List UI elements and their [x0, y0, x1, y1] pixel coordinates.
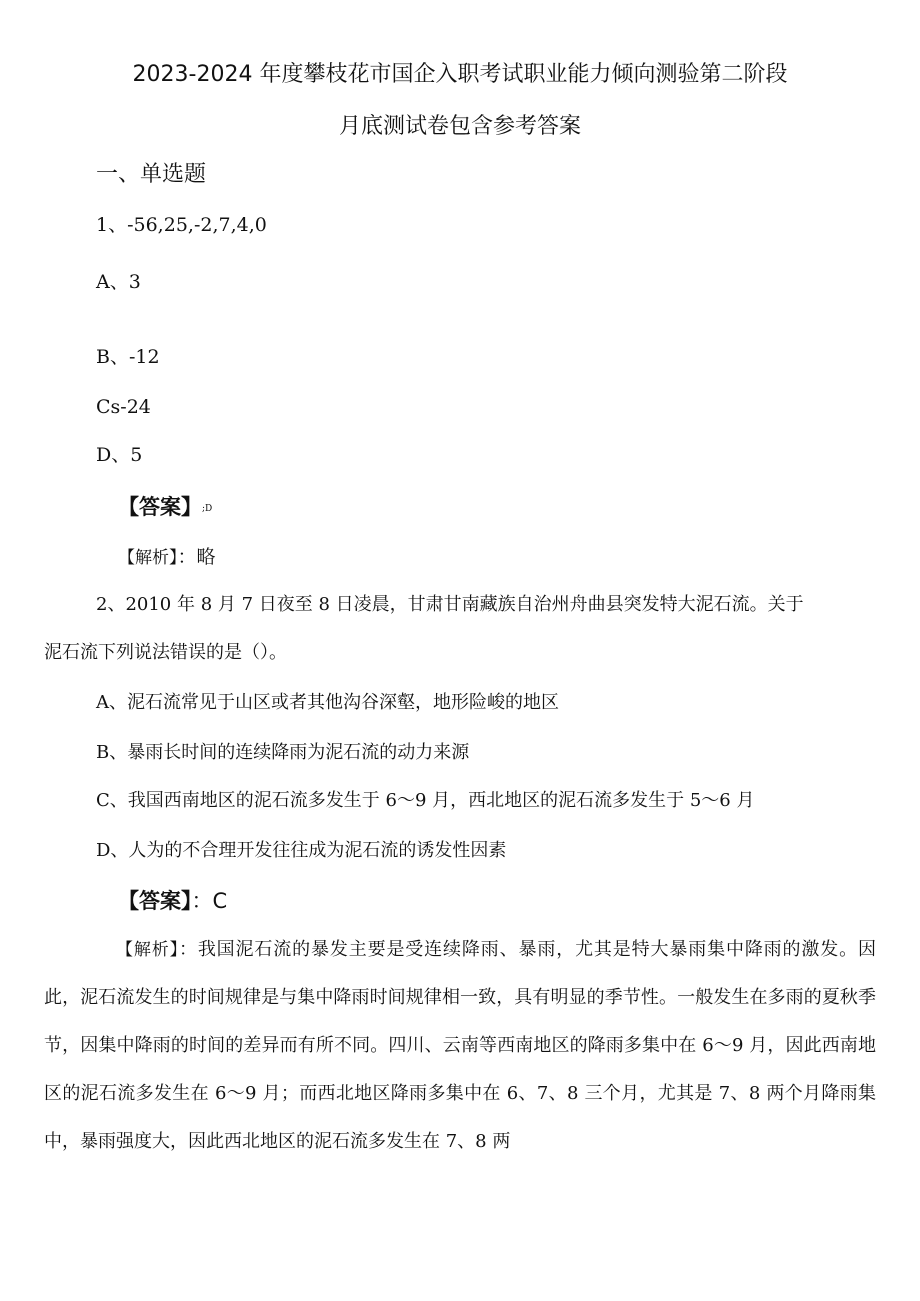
- question-2-explanation: [44, 926, 876, 1166]
- document-title-line-2: 月底测试卷包含参考答案: [338, 114, 581, 139]
- question-2-stem-line-1: 2、2010 年 8 月 7 日夜至 8 日凌晨，甘肃甘南藏族自治州舟曲县突发特大泥石流。关于: [96, 594, 804, 615]
- question-2-option-d: D、人为的不合理开发往往成为泥石流的诱发性因素: [96, 840, 507, 861]
- question-1-option-a: A、3: [96, 271, 141, 293]
- document-title-line-1: 2023-2024 年度攀枝花市国企入职考试职业能力倾向测验第二阶段: [132, 62, 788, 87]
- question-1-answer: [118, 494, 212, 522]
- explanation-text: ：我国泥石流的暴发主要是受连续降雨、暴雨，尤其是特大暴雨集中降雨的激发。因此，泥石流发生的时间规律是与集中降雨时间规律相一致，具有明显的季节性。一般发生在多雨的夏秋季节，因集中降雨的时间的差异而有所不同。四川、云南等西南地区的降雨多集中在 6～9 月，因此西南地区的泥石流多发生在 6～9 月；而西北地区降雨多集中在 6、7、8 三个月，尤其是 7、8 两个月降雨集中，暴雨强度大，因此西北地区的泥石流多发生在 7、8 两: [44, 939, 876, 1152]
- question-2-option-c: C、我国西南地区的泥石流多发生于 6～9 月，西北地区的泥石流多发生于 5～6 月: [96, 790, 755, 811]
- question-2-answer: [118, 888, 227, 915]
- question-1-stem: 1、-56,25,-2,7,4,0: [96, 214, 267, 236]
- explanation-text: ：略: [177, 546, 216, 568]
- question-1-option-d: D、5: [96, 444, 143, 466]
- question-1-explanation: [118, 544, 216, 571]
- section-heading: 一、单选题: [96, 162, 207, 187]
- question-2-option-a: A、泥石流常见于山区或者其他沟谷深壑，地形险峻的地区: [96, 692, 559, 713]
- question-1-option-b: B、-12: [96, 346, 160, 368]
- question-1-option-c: Cs-24: [96, 396, 151, 418]
- answer-label: 【答案】: [118, 889, 192, 913]
- question-2-option-b: B、暴雨长时间的连续降雨为泥石流的动力来源: [96, 742, 470, 763]
- explanation-label: 【解析】: [118, 548, 178, 568]
- answer-value: ;D: [202, 504, 213, 514]
- question-2-stem-line-2: 泥石流下列说法错误的是（）。: [44, 642, 287, 663]
- explanation-label: 【解析】: [116, 940, 179, 960]
- answer-label: 【答案】: [118, 495, 202, 519]
- answer-value: ：C: [191, 889, 228, 913]
